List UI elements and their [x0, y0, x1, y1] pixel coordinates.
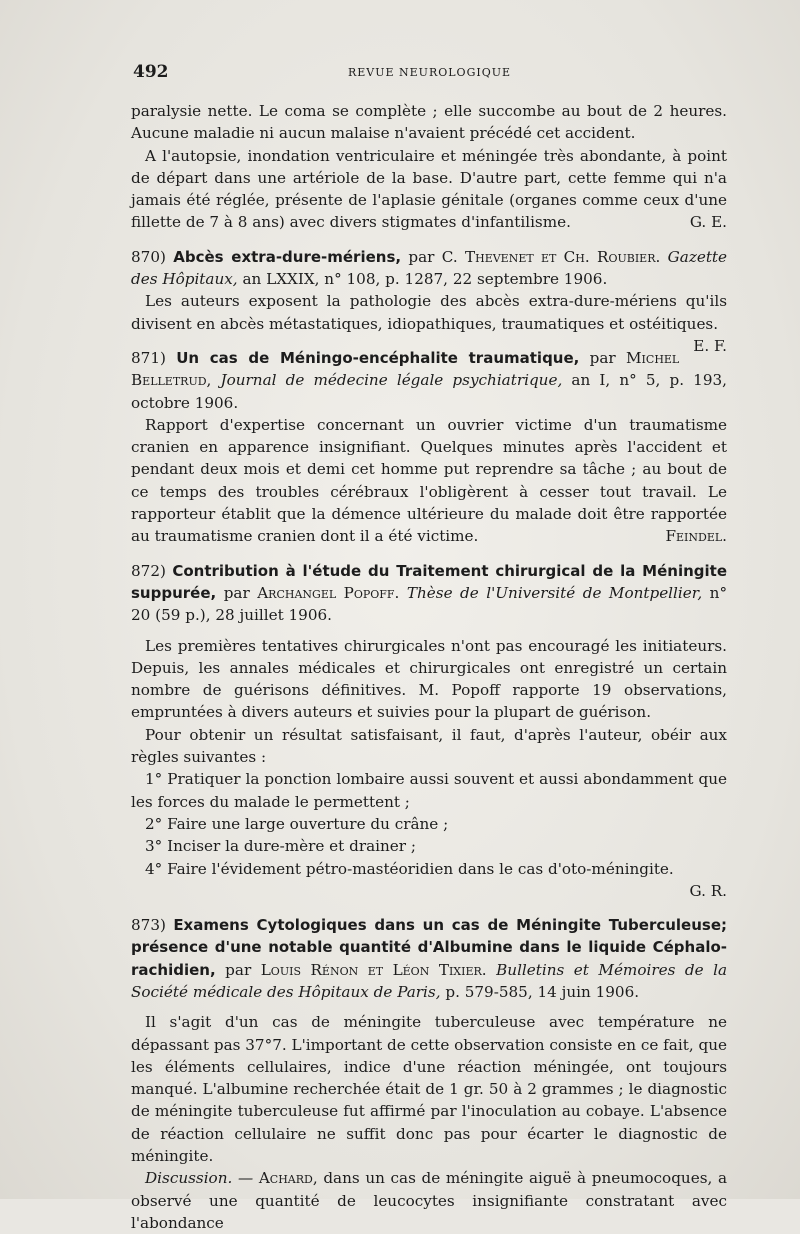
- entry-872-paragraph-1: Les premières tentatives chirurgicales n'ont pas encouragé les initiateurs. Depuis, les annales médicales et chirurgicales ont enregistré un certain nombre de guérisons définitives. M. Popoff rapporte 19 observations, empruntées à divers auteurs et suivies pour la plupart de guérison.: [131, 636, 727, 722]
- entry-873-paragraph-1: Il s'agit d'un cas de méningite tuberculeuse avec température ne dépassant pas 37°7. L'important de cette observation consiste en ce fait, que les éléments cellulaires, indice d'une réaction méningée, ont toujours manqué. L'albumine recherchée était de 1 gr. 50 à 2 grammes ; le diagnostic de méningite tuberculeuse fut affirmé par l'inoculation au cobaye. L'absence de réaction cellulaire ne suffit donc pas pour écarter le diagnostic de méningite.: [131, 1013, 727, 1166]
- entry-872-heading: [131, 560, 727, 627]
- running-title: REVUE NEUROLOGIQUE: [347, 66, 512, 79]
- entry-source: Gazette des Hôpitaux,: [131, 247, 728, 289]
- entry-871: [131, 347, 727, 548]
- entry-signature: E. F.: [693, 336, 727, 355]
- page-number: 492: [133, 62, 169, 82]
- list-item: 2° Faire une large ouverture du crâne ;: [145, 814, 449, 833]
- entry-by: par: [589, 348, 616, 367]
- entry-by: par: [408, 247, 435, 266]
- list-item: 1° Pratiquer la ponction lombaire aussi souvent et aussi abondamment que les forces du malade le permettent ;: [131, 770, 727, 811]
- spacer: [131, 234, 727, 246]
- entry-source: Bulletins et Mémoires de la Société médicale des Hôpitaux de Paris,: [131, 960, 727, 1001]
- intro-paragraph-2-text: A l'autopsie, inondation ventriculaire et méningée très abondante, à point de départ dans une artériole de la base. D'autre part, cette femme qui n'a jamais été réglée, présente de l'aplasie génitale (organes comme ceux d'une fillette de 7 à 8 ans) avec divers stigmates d'infantilisme.: [131, 146, 727, 232]
- entry-text: Les auteurs exposent la pathologie des abcès extra-dure-mériens qu'ils divisent en abcès métastatiques, idiopathiques, traumatiques et ostéitiques.: [131, 292, 727, 333]
- entry-873-heading: [131, 914, 727, 1003]
- entry-signature: G. R.: [689, 881, 727, 900]
- entry-870: [131, 246, 728, 355]
- entry-authors: Archangel Popoff.: [257, 583, 400, 602]
- discussion-author: Achard,: [258, 1169, 318, 1188]
- entry-details: an I, n° 5, p. 193, octobre 1906.: [131, 371, 727, 412]
- discussion-paragraph: [131, 1167, 727, 1234]
- list-item: 3° Inciser la dure-mère et drainer ;: [145, 837, 416, 856]
- entry-by: par: [223, 583, 250, 602]
- list-item: 4° Faire l'évidement pétro-mastéoridien dans le cas d'oto-méningite.: [145, 859, 674, 878]
- entry-title: Contribution à l'étude du Traitement chirurgical de la Méningite suppurée,: [131, 561, 728, 602]
- entry-title: Abcès extra-dure-mériens,: [173, 247, 402, 266]
- entry-source: Journal de médecine légale psychiatrique,: [220, 371, 563, 390]
- entry-details: p. 579-585, 14 juin 1906.: [445, 982, 640, 1001]
- spacer: [131, 627, 727, 635]
- entry-authors: Louis Rénon et Léon Tixier.: [260, 960, 487, 979]
- entry-870-heading: [131, 246, 727, 291]
- intro-paragraph-1: paralysie nette. Le coma se complète ; elle succombe au bout de 2 heures. Aucune maladie ni aucun malaise n'avaient précédé cet accident.: [131, 102, 727, 143]
- discussion-label: Discussion. —: [145, 1169, 254, 1188]
- intro-signature: G. E.: [689, 213, 727, 232]
- page-body: [131, 100, 727, 1234]
- entry-signature: Feindel.: [665, 527, 727, 546]
- spacer: [131, 1003, 727, 1011]
- entry-number: 873): [131, 916, 166, 935]
- entry-871-paragraph-1: [131, 414, 727, 548]
- entry-number: 871): [131, 348, 166, 367]
- entry-details: n° 20 (59 p.), 28 juillet 1906.: [131, 583, 728, 625]
- discussion-text: dans un cas de méningite aiguë à pneumocoques, a observé une quantité de leucocytes insignifiante constratant avec l'abondance: [131, 1169, 728, 1232]
- spacer: [131, 902, 727, 914]
- entry-authors: C. Thevenet et Ch. Roubier.: [441, 247, 661, 266]
- intro-paragraph-2: [131, 145, 727, 234]
- entry-text: Rapport d'expertise concernant un ouvrier victime d'un traumatisme cranien en apparence insignifiant. Quelques minutes après l'accident et pendant deux mois et demi cet homme put reprendre sa tâche ; au bout de ce temps des troubles cérébraux l'obligèrent à cesser tout travail. Le rapporteur établit que la démence ultérieure du malade doit être rapportée au traumatisme cranien dont il a été victime.: [131, 415, 727, 546]
- entry-872-paragraph-2: Pour obtenir un résultat satisfaisant, il faut, d'après l'auteur, obéir aux règles suivantes :: [131, 725, 727, 767]
- entry-872: [131, 560, 727, 902]
- entry-871-heading: [131, 347, 727, 414]
- entry-number: 870): [131, 247, 166, 266]
- spacer: [131, 548, 727, 560]
- page-header: [133, 62, 726, 84]
- entry-870-paragraph-1: [131, 290, 727, 355]
- entry-number: 872): [131, 561, 166, 580]
- entry-title: Un cas de Méningo-encéphalite traumatique,: [176, 348, 580, 367]
- entry-title: Examens Cytologiques dans un cas de Méningite Tuberculeuse; présence d'une notable quantité d'Albumine dans le liquide Céphalo-rachidien,: [131, 916, 728, 979]
- entry-details: an LXXIX, n° 108, p. 1287, 22 septembre 1906.: [242, 270, 608, 289]
- entry-by: par: [225, 960, 252, 979]
- entry-authors: Michel Belletrud,: [131, 348, 680, 390]
- spacer: [131, 335, 727, 347]
- entry-source: Thèse de l'Université de Montpellier,: [406, 583, 703, 602]
- entry-873: [131, 914, 727, 1234]
